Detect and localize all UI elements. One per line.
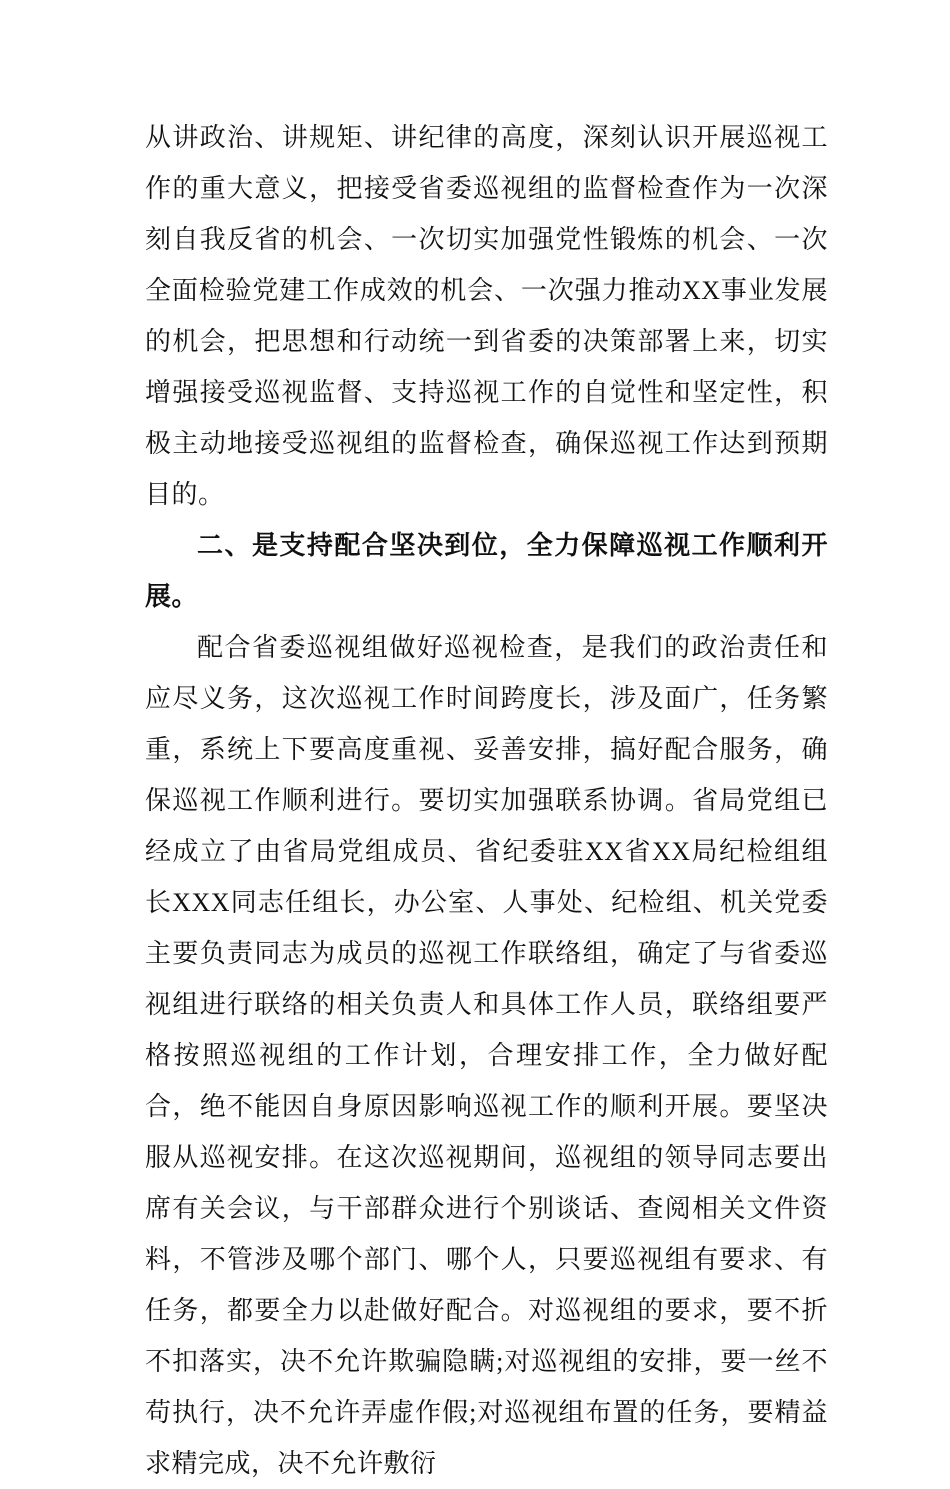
paragraph-body-continuation: 从讲政治、讲规矩、讲纪律的高度，深刻认识开展巡视工作的重大意义，把接受省委巡视组的监督检查作为一次深刻自我反省的机会、一次切实加强党性锻炼的机会、一次全面检验党建工作成效的机会、一次强力推动XX事业发展的机会，把思想和行动统一到省委的决策部署上来，切实增强接受巡视监督、支持巡视工作的自觉性和坚定性，积极主动地接受巡视组的监督检查，确保巡视工作达到预期目的。 (145, 123, 828, 509)
paragraph-body: 配合省委巡视组做好巡视检查，是我们的政治责任和应尽义务，这次巡视工作时间跨度长，涉及面广，任务繁重，系统上下要高度重视、妥善安排，搞好配合服务，确保巡视工作顺利进行。要切实加强联系协调。省局党组已经成立了由省局党组成员、省纪委驻XX省XX局纪检组组长XXX同志任组长，办公室、人事处、纪检组、机关党委主要负责同志为成员的巡视工作联络组，确定了与省委巡视组进行联络的相关负责人和具体工作人员，联络组要严格按照巡视组的工作计划，合理安排工作，全力做好配合，绝不能因自身原因影响巡视工作的顺利开展。要坚决服从巡视安排。在这次巡视期间，巡视组的领导同志要出席有关会议，与干部群众进行个别谈话、查阅相关文件资料，不管涉及哪个部门、哪个人，只要巡视组有要求、有任务，都要全力以赴做好配合。对巡视组的要求，要不折不扣落实，决不允许欺骗隐瞒;对巡视组的安排，要一丝不苟执行，决不允许弄虚作假;对巡视组布置的任务，要精益求精完成，决不允许敷衍 (145, 633, 828, 1478)
section-heading: 二、是支持配合坚决到位，全力保障巡视工作顺利开展。 (145, 531, 828, 611)
